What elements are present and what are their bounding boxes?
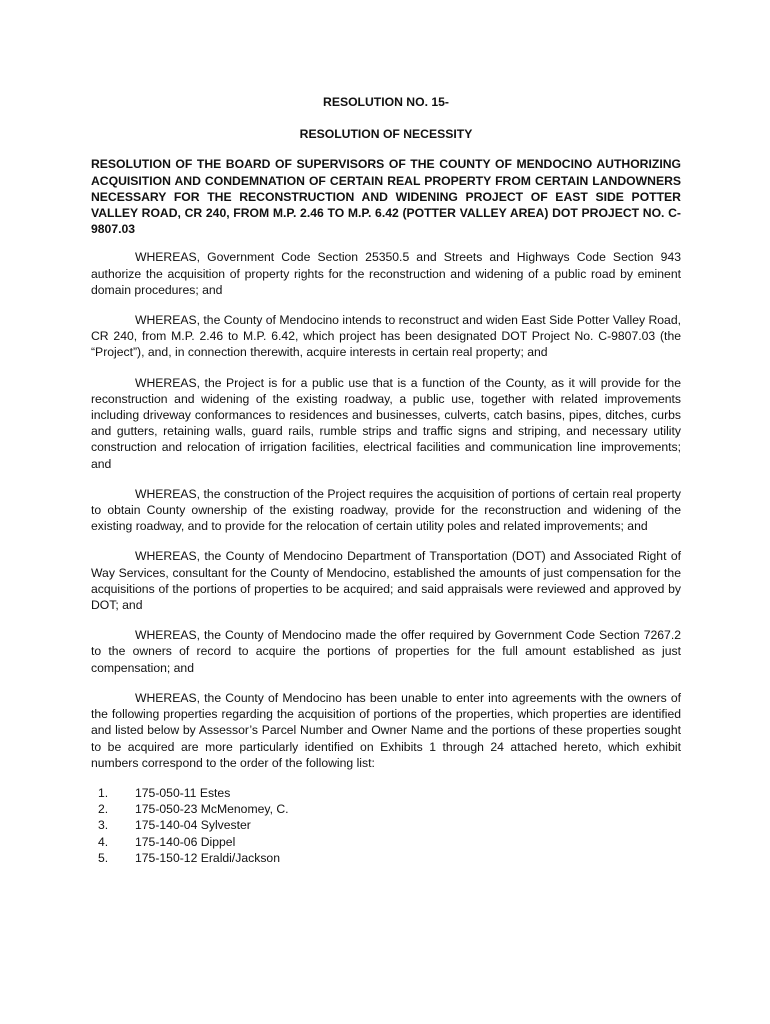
resolution-number: RESOLUTION NO. 15- [323,95,449,109]
list-item-text: 175-140-06 Dippel [135,834,236,849]
list-item-text: 175-050-11 Estes [135,785,231,800]
property-list [91,785,681,866]
document-page [91,94,681,866]
list-item [91,785,681,801]
list-item [91,850,681,866]
list-item-number: 2. [98,802,109,817]
whereas-paragraph: WHEREAS, the County of Mendocino made the offer required by Government Code Section 7267.2 to the owners of record to acquire the portions of properties for the full amount established as just compensation; and [91,628,681,675]
list-item [91,834,681,850]
list-item [91,801,681,817]
whereas-paragraph: WHEREAS, the County of Mendocino has been unable to enter into agreements with the owners of the following properties regarding the acquisition of portions of the properties, which properties are identified and listed below by Assessor’s Parcel Number and Owner Name and the portions of these properties sought to be acquired are more particularly identified on Exhibits 1 through 24 attached hereto, which exhibit numbers correspond to the order of the following list: [91,690,681,770]
resolution-type: RESOLUTION OF NECESSITY [299,127,473,142]
list-item-text: 175-050-23 McMenomey, C. [135,802,289,817]
list-item [91,817,681,833]
list-item-number: 3. [98,818,109,833]
whereas-paragraph: WHEREAS, Government Code Section 25350.5 and Streets and Highways Code Section 943 authorize the acquisition of property rights for the reconstruction and widening of a public road by eminent domain procedures; and [91,250,681,297]
whereas-paragraph: WHEREAS, the Project is for a public use that is a function of the County, as it will provide for the reconstruction and widening of the existing roadway, a public use, together with related improvements including driveway conformances to residences and businesses, culverts, catch basins, pipes, ditches, curbs and gutters, retaining walls, guard rails, rumble strips and traffic signs and striping, and necessary utility construction and relocation of irrigation facilities, electrical facilities and communication line improvements; and [91,375,681,471]
list-item-number: 5. [98,850,109,865]
list-item-number: 1. [98,785,109,800]
list-item-text: 175-140-04 Sylvester [135,818,251,833]
whereas-paragraph: WHEREAS, the construction of the Project requires the acquisition of portions of certain real property to obtain County ownership of the existing roadway, provide for the reconstruction and widening of the existing roadway, and to provide for the relocation of certain utility poles and related improvements; and [91,486,681,534]
resolution-heading: RESOLUTION OF THE BOARD OF SUPERVISORS OF THE COUNTY OF MENDOCINO AUTHORIZING ACQUISITION AND CONDEMNATION OF CERTAIN REAL PROPERTY FROM CERTAIN LANDOWNERS NECESSARY FOR THE RECONSTRUCTION AND WIDENING PROJECT OF EAST SIDE POTTER VALLEY ROAD, CR 240, FROM M.P. 2.46 TO M.P. 6.42 (POTTER VALLEY AREA) DOT PROJECT NO. C-9807.03 [91,157,681,237]
list-item-number: 4. [98,834,109,849]
list-item-text: 175-150-12 Eraldi/Jackson [135,850,280,865]
whereas-paragraph: WHEREAS, the County of Mendocino Department of Transportation (DOT) and Associated Right of Way Services, consultant for the County of Mendocino, established the amounts of just compensation for the acquisitions of the portions of properties to be acquired; and said appraisals were reviewed and approved by DOT; and [91,549,681,613]
whereas-paragraph: WHEREAS, the County of Mendocino intends to reconstruct and widen East Side Potter Valley Road, CR 240, from M.P. 2.46 to M.P. 6.42, which project has been designated DOT Project No. C-9807.03 (the “Project”), and, in connection therewith, acquire interests in certain real property; and [91,313,681,360]
